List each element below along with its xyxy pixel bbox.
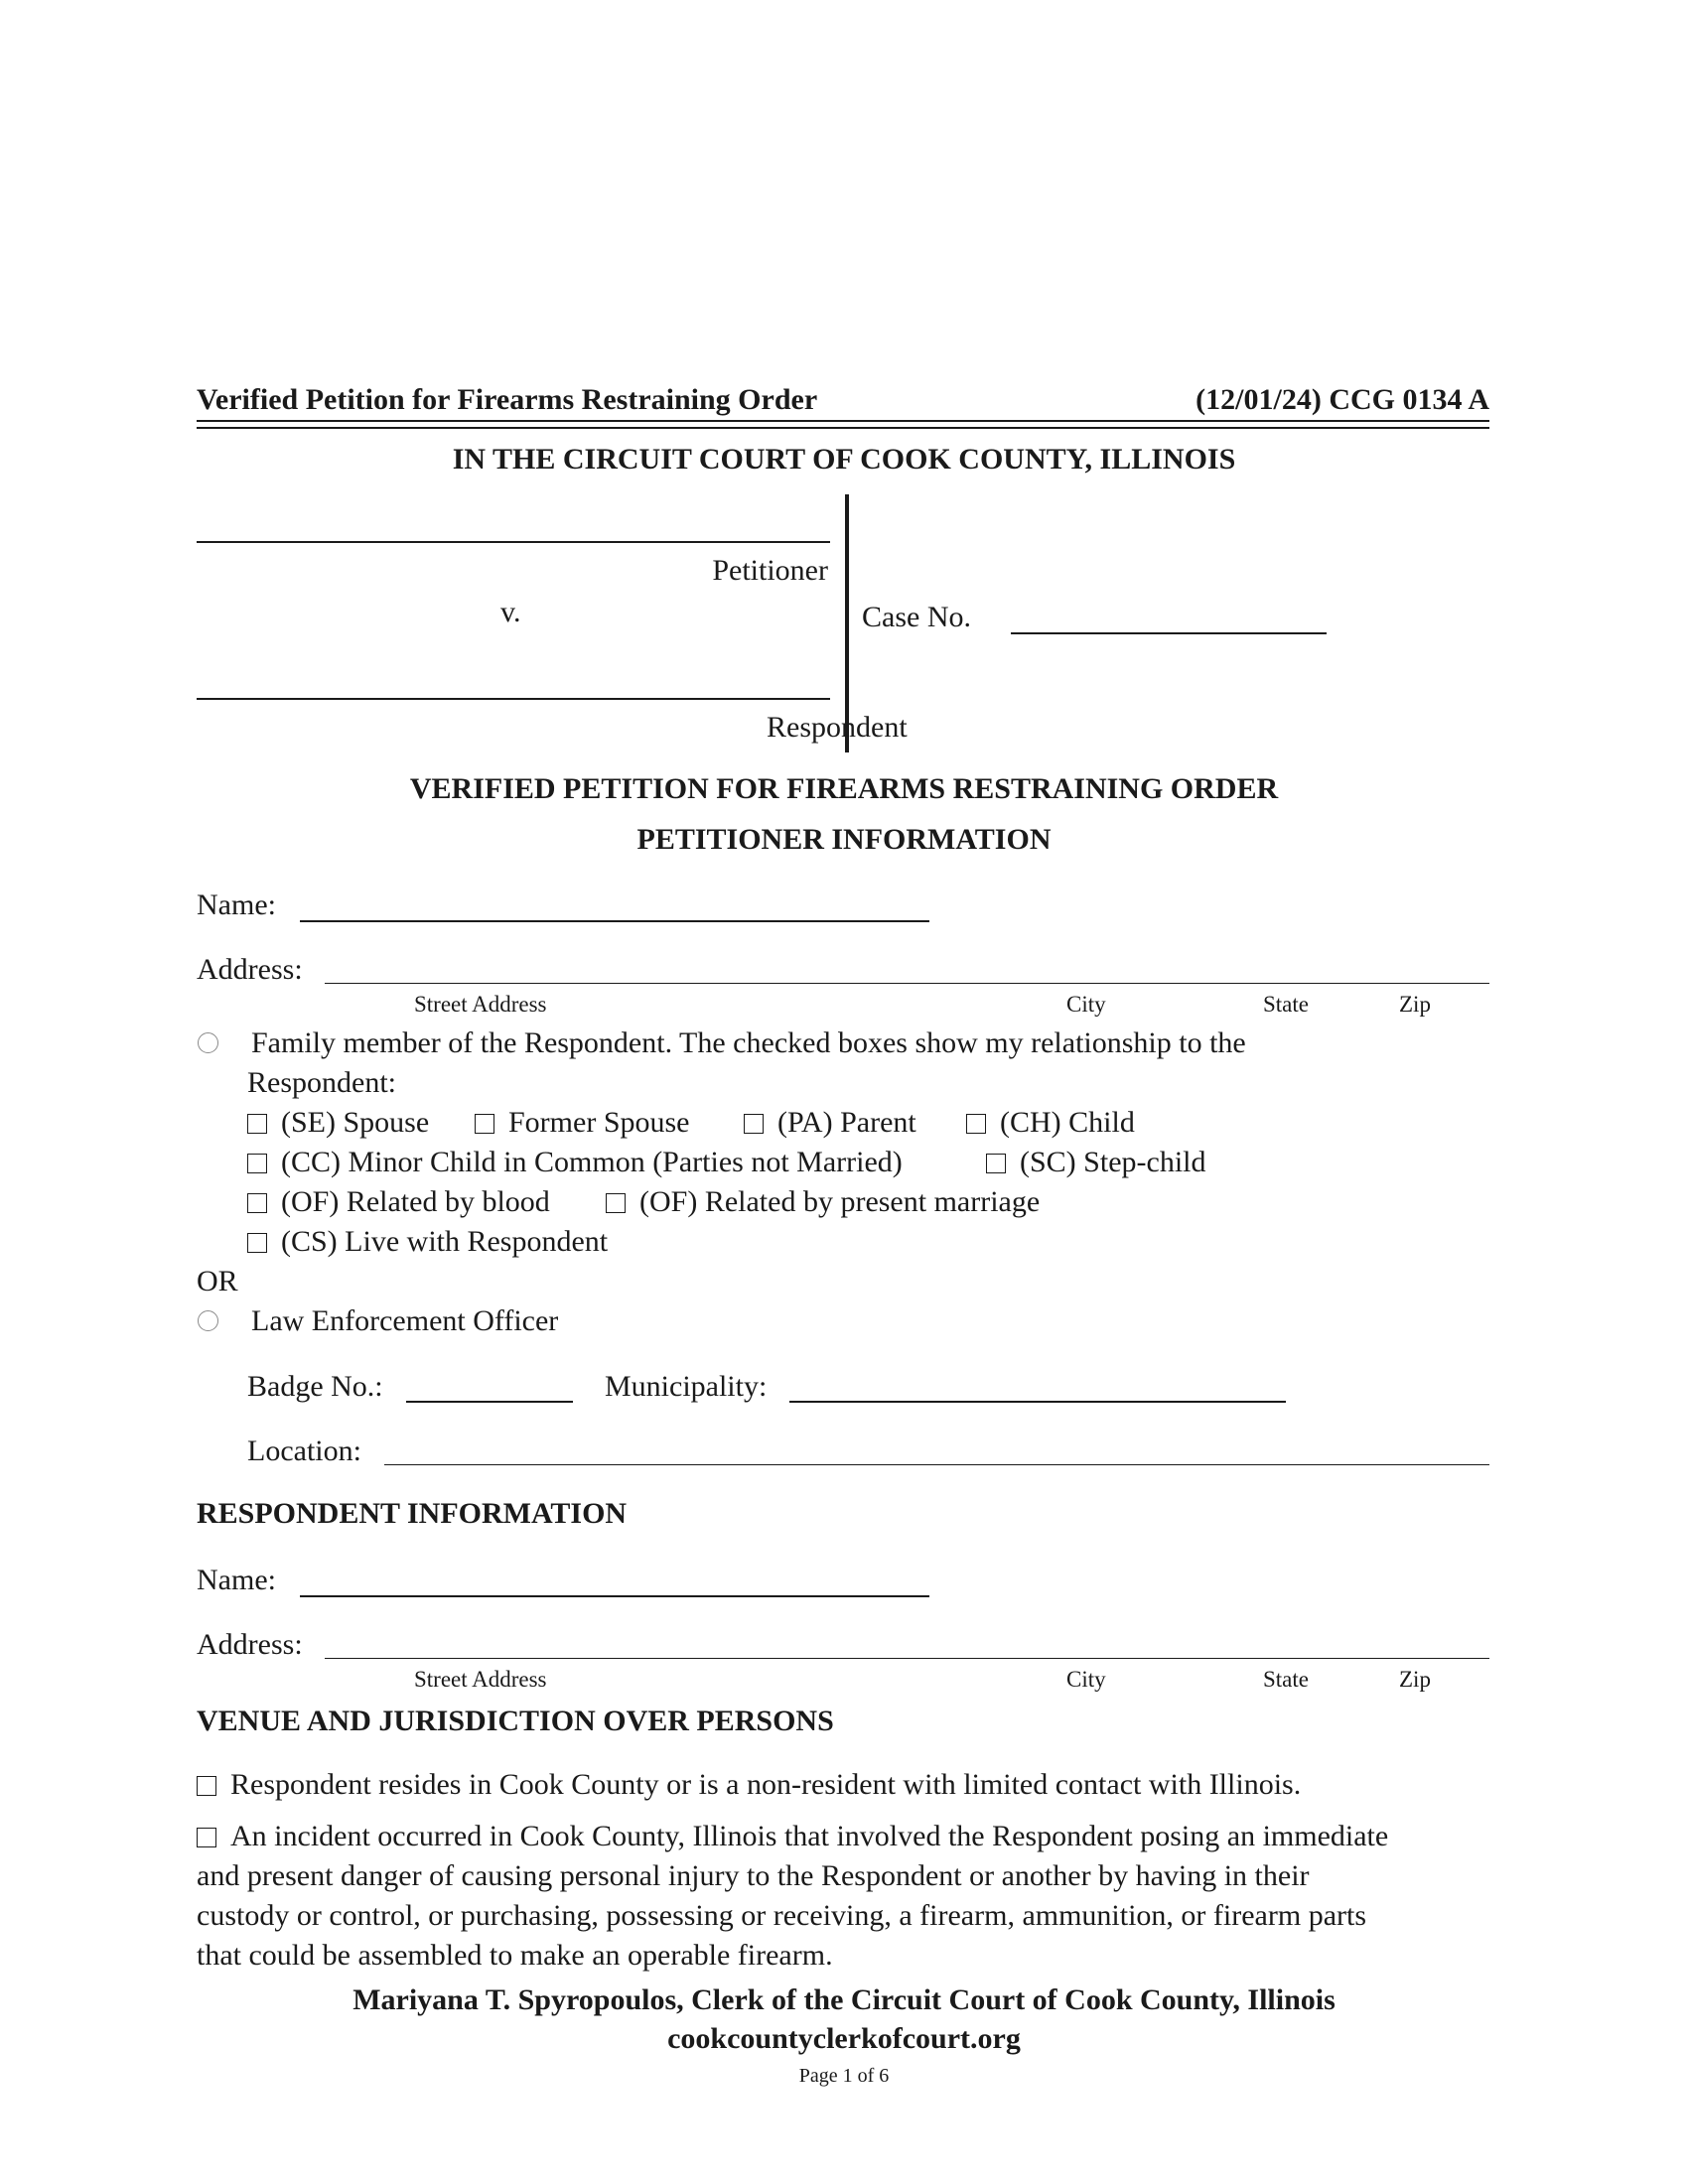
checkbox-icon[interactable] bbox=[966, 1114, 986, 1134]
relationship-minor-child-label: (CC) Minor Child in Common (Parties not Married) bbox=[281, 1146, 903, 1178]
respondent-label: Respondent bbox=[767, 711, 908, 744]
respondent-street-caption: Street Address bbox=[414, 1667, 547, 1692]
relationship-parent[interactable] bbox=[744, 1106, 916, 1140]
respondent-heading: RESPONDENT INFORMATION bbox=[197, 1497, 628, 1530]
header-rule-top bbox=[197, 420, 1489, 422]
versus-label: v. bbox=[500, 596, 521, 628]
location-label: Location: bbox=[247, 1434, 361, 1467]
badge-label: Badge No.: bbox=[247, 1370, 383, 1403]
checkbox-icon[interactable] bbox=[247, 1233, 267, 1253]
petitioner-address-field[interactable] bbox=[325, 983, 1489, 984]
relationship-related-marriage[interactable] bbox=[606, 1185, 1040, 1219]
law-enforcement-radio[interactable] bbox=[198, 1310, 218, 1331]
respondent-name-label: Name: bbox=[197, 1564, 276, 1596]
checkbox-icon[interactable] bbox=[744, 1114, 764, 1134]
relationship-spouse[interactable] bbox=[247, 1106, 429, 1140]
relationship-step-child-label: (SC) Step-child bbox=[1020, 1146, 1206, 1178]
relationship-parent-label: (PA) Parent bbox=[777, 1106, 916, 1139]
respondent-name-field[interactable] bbox=[300, 1595, 929, 1597]
municipality-field[interactable] bbox=[789, 1401, 1286, 1403]
relationship-child[interactable] bbox=[966, 1106, 1135, 1140]
or-label: OR bbox=[197, 1265, 238, 1297]
petitioner-name-field[interactable] bbox=[300, 920, 929, 922]
venue-option-resides[interactable] bbox=[197, 1768, 1301, 1802]
form-title: Verified Petition for Firearms Restraining Order bbox=[197, 383, 818, 416]
venue-heading: VENUE AND JURISDICTION OVER PERSONS bbox=[197, 1705, 834, 1737]
badge-field[interactable] bbox=[406, 1401, 573, 1403]
respondent-address-label: Address: bbox=[197, 1628, 303, 1661]
checkbox-icon[interactable] bbox=[247, 1193, 267, 1213]
page-number: Page 1 of 6 bbox=[798, 2065, 890, 2087]
petitioner-city-caption: City bbox=[1066, 992, 1106, 1017]
relationship-minor-child[interactable] bbox=[247, 1146, 903, 1179]
checkbox-icon[interactable] bbox=[197, 1828, 216, 1847]
petitioner-name-label: Name: bbox=[197, 888, 276, 921]
venue-option-incident[interactable] bbox=[197, 1820, 1388, 1853]
petitioner-address-label: Address: bbox=[197, 953, 303, 986]
relationship-step-child[interactable] bbox=[986, 1146, 1206, 1179]
relationship-related-blood[interactable] bbox=[247, 1185, 550, 1219]
case-no-field[interactable] bbox=[1011, 632, 1327, 634]
relationship-live-with-label: (CS) Live with Respondent bbox=[281, 1225, 609, 1258]
respondent-address-field[interactable] bbox=[325, 1658, 1489, 1659]
venue-option-incident-line4: that could be assembled to make an operable firearm. bbox=[197, 1939, 833, 1972]
respondent-state-caption: State bbox=[1263, 1667, 1309, 1692]
venue-option-incident-line3: custody or control, or purchasing, possessing or receiving, a firearm, ammunition, or firearm parts bbox=[197, 1899, 1367, 1932]
respondent-name-line[interactable] bbox=[197, 698, 830, 700]
checkbox-icon[interactable] bbox=[606, 1193, 626, 1213]
petitioner-street-caption: Street Address bbox=[414, 992, 547, 1017]
relationship-related-blood-label: (OF) Related by blood bbox=[281, 1185, 550, 1218]
checkbox-icon[interactable] bbox=[197, 1776, 216, 1796]
petitioner-zip-caption: Zip bbox=[1399, 992, 1431, 1017]
petitioner-heading: PETITIONER INFORMATION bbox=[636, 823, 1052, 856]
family-option-text-2: Respondent: bbox=[247, 1066, 396, 1099]
law-enforcement-label: Law Enforcement Officer bbox=[251, 1304, 559, 1337]
venue-option-resides-label: Respondent resides in Cook County or is a non-resident with limited contact with Illinois. bbox=[230, 1768, 1302, 1801]
checkbox-icon[interactable] bbox=[475, 1114, 494, 1134]
location-field[interactable] bbox=[384, 1464, 1489, 1465]
checkbox-icon[interactable] bbox=[247, 1154, 267, 1173]
relationship-former-spouse-label: Former Spouse bbox=[508, 1106, 690, 1139]
footer-clerk: Mariyana T. Spyropoulos, Clerk of the Circuit Court of Cook County, Illinois bbox=[352, 1983, 1336, 2016]
relationship-live-with[interactable] bbox=[247, 1225, 608, 1259]
form-code: (12/01/24) CCG 0134 A bbox=[1196, 383, 1489, 416]
family-option-text-1: Family member of the Respondent. The checked boxes show my relationship to the bbox=[251, 1026, 1246, 1059]
venue-option-incident-line2: and present danger of causing personal injury to the Respondent or another by having in their bbox=[197, 1859, 1310, 1892]
relationship-spouse-label: (SE) Spouse bbox=[281, 1106, 430, 1139]
petitioner-state-caption: State bbox=[1263, 992, 1309, 1017]
relationship-related-marriage-label: (OF) Related by present marriage bbox=[639, 1185, 1041, 1218]
family-member-radio[interactable] bbox=[198, 1032, 218, 1053]
relationship-child-label: (CH) Child bbox=[1000, 1106, 1135, 1139]
document-title: VERIFIED PETITION FOR FIREARMS RESTRAINING ORDER bbox=[409, 772, 1279, 805]
respondent-city-caption: City bbox=[1066, 1667, 1106, 1692]
municipality-label: Municipality: bbox=[605, 1370, 768, 1403]
footer-website[interactable]: cookcountyclerkofcourt.org bbox=[667, 2022, 1021, 2055]
checkbox-icon[interactable] bbox=[986, 1154, 1006, 1173]
court-title: IN THE CIRCUIT COURT OF COOK COUNTY, ILLINOIS bbox=[452, 443, 1236, 476]
venue-option-incident-line1: An incident occurred in Cook County, Illinois that involved the Respondent posing an immediate bbox=[230, 1820, 1389, 1852]
case-no-label: Case No. bbox=[862, 601, 971, 633]
checkbox-icon[interactable] bbox=[247, 1114, 267, 1134]
header-rule-bottom bbox=[197, 427, 1489, 429]
relationship-former-spouse[interactable] bbox=[475, 1106, 690, 1140]
petitioner-label: Petitioner bbox=[712, 554, 828, 587]
respondent-zip-caption: Zip bbox=[1399, 1667, 1431, 1692]
petitioner-name-line[interactable] bbox=[197, 541, 830, 543]
